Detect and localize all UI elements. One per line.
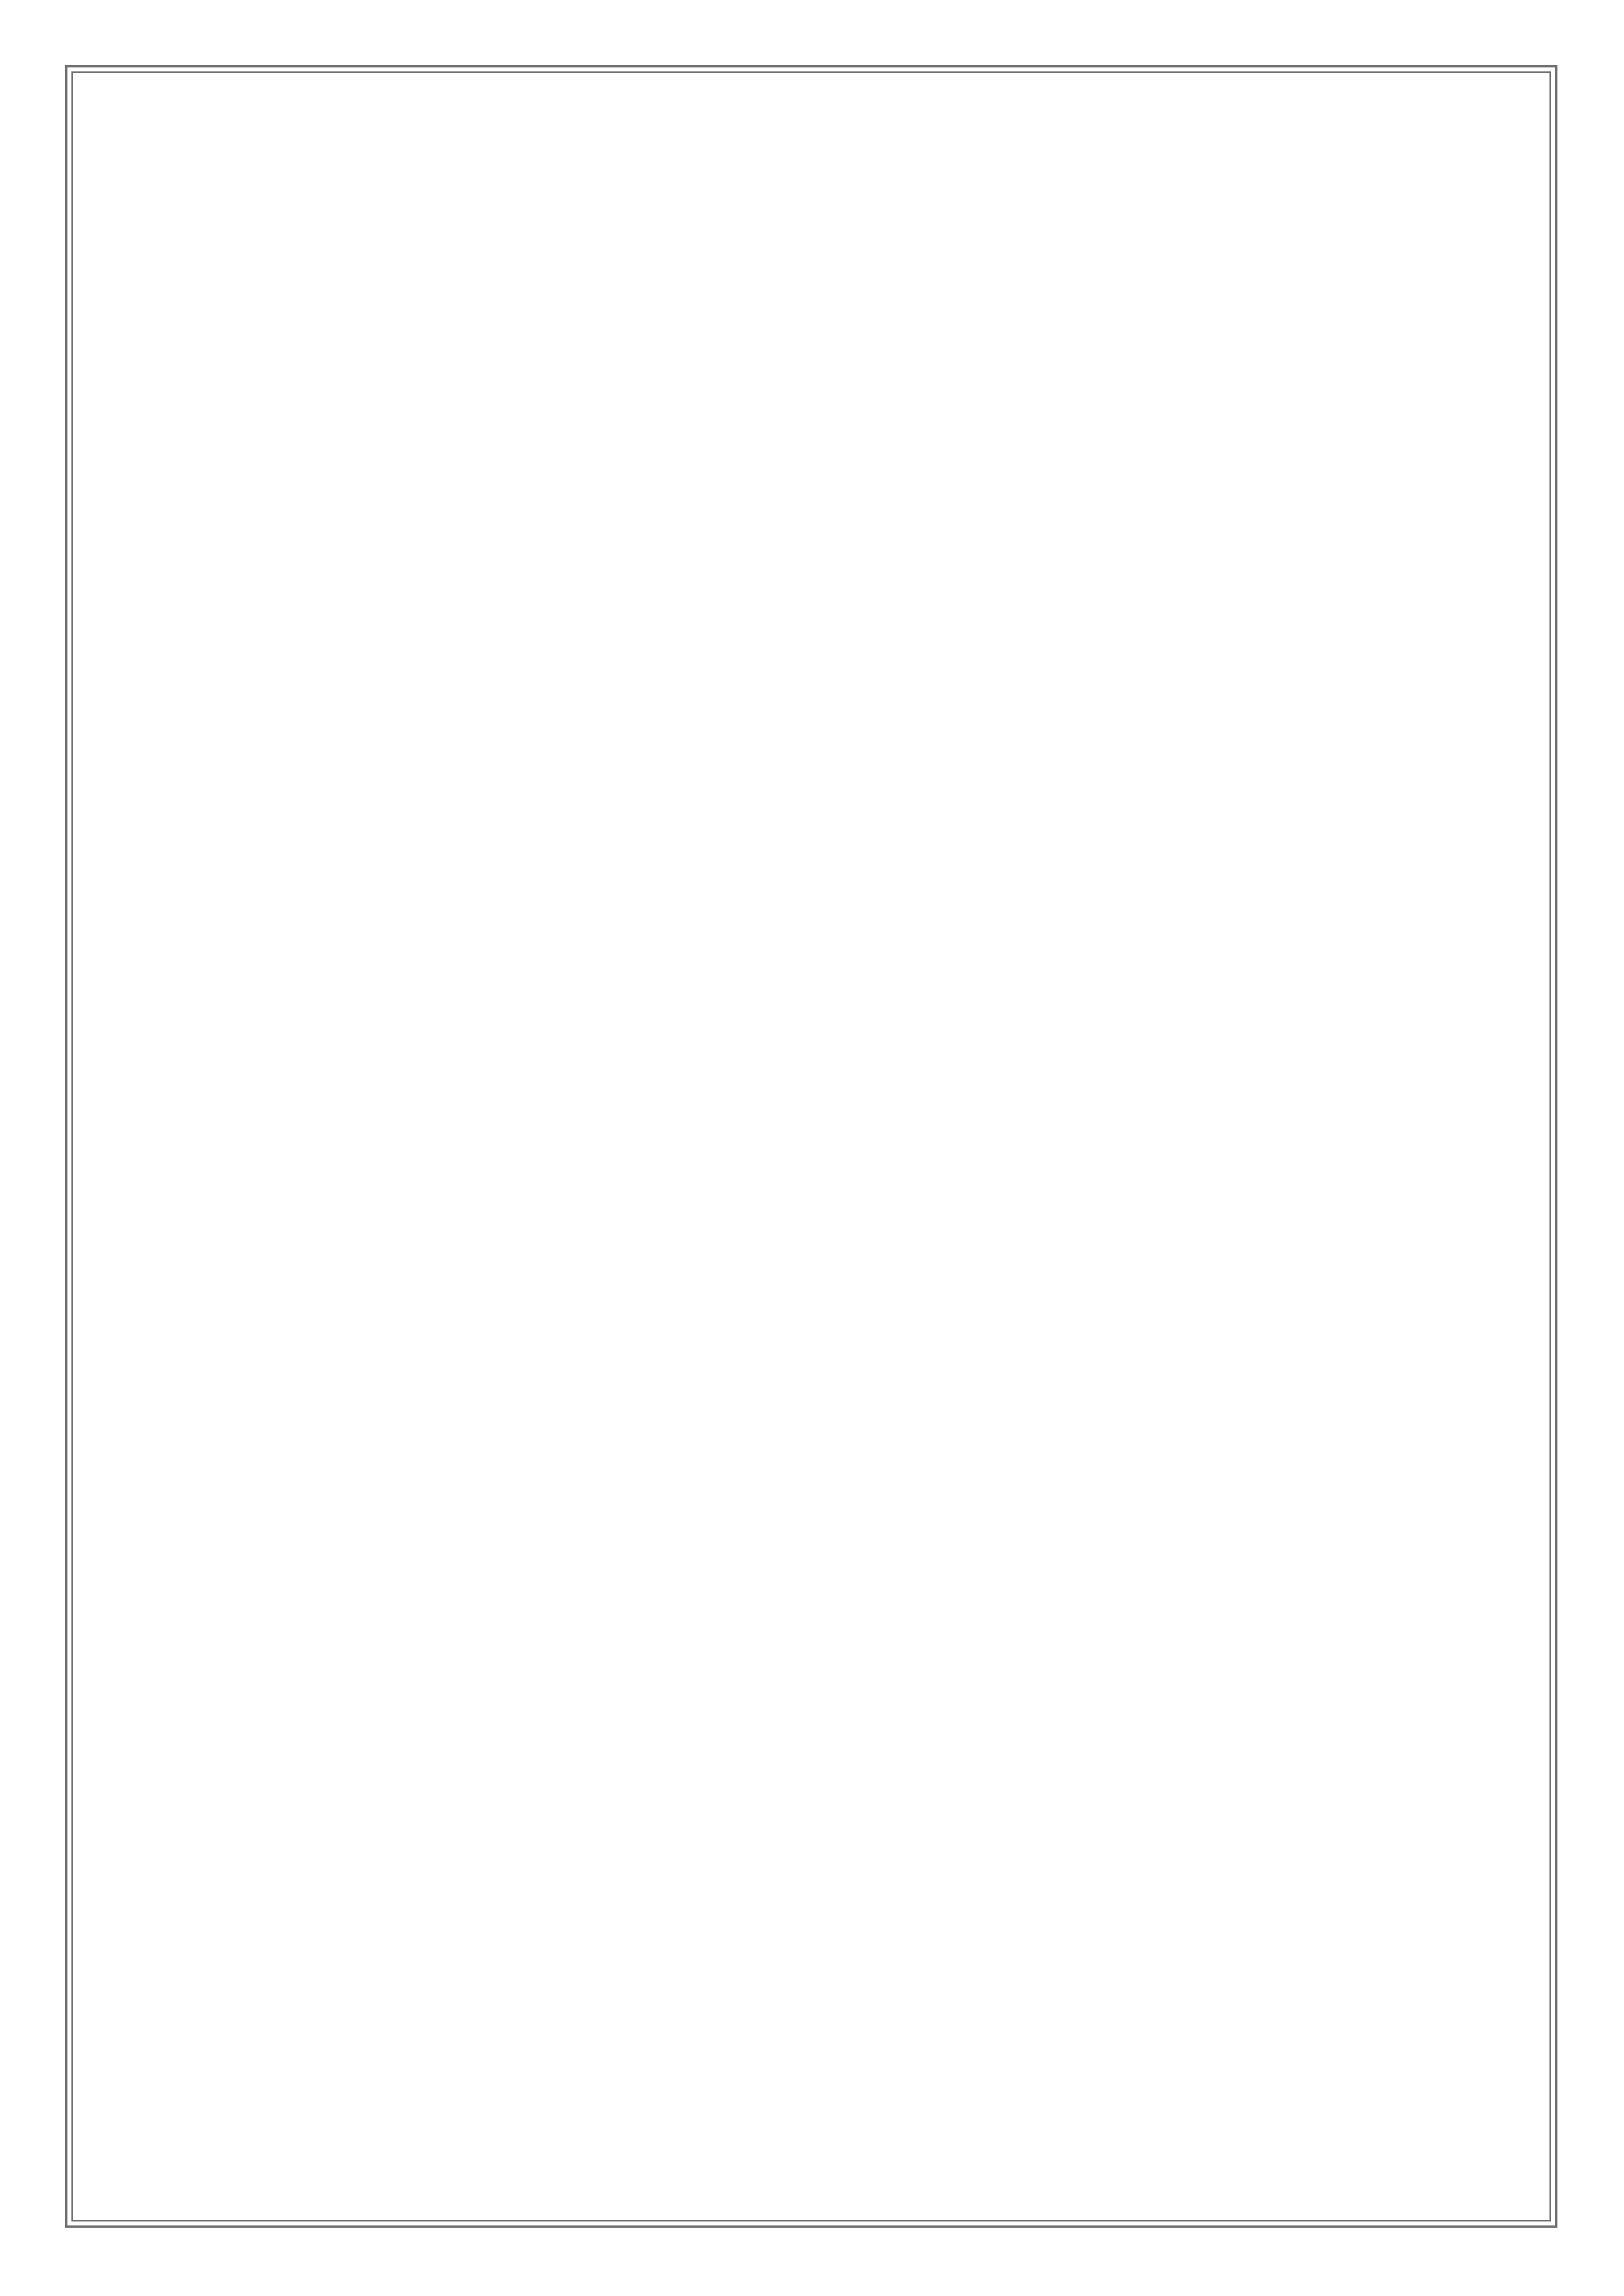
page-border-inner	[71, 71, 1551, 2221]
docstring	[197, 304, 1430, 374]
docstring-line	[197, 304, 1430, 374]
page-content	[197, 190, 1430, 374]
